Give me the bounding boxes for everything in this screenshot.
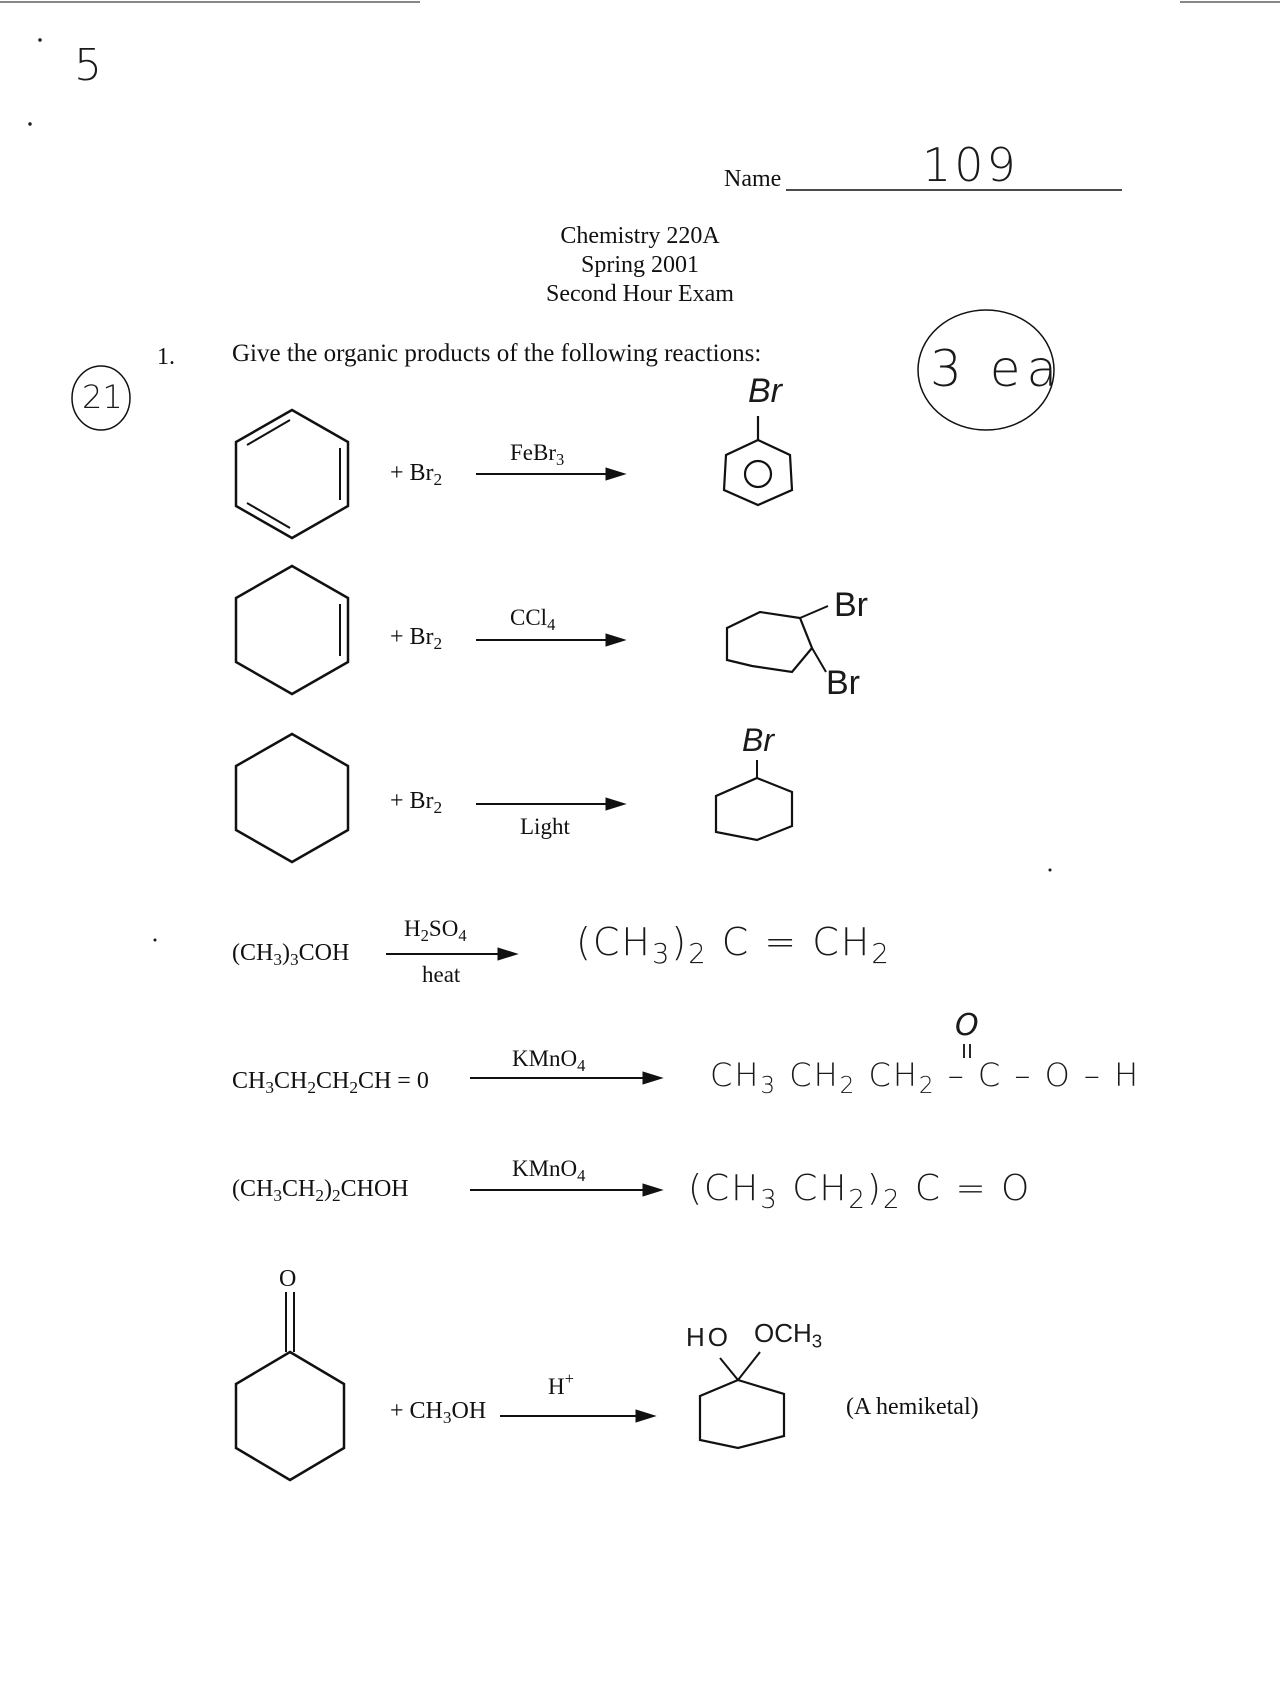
name-label: Name (724, 166, 782, 192)
condition-heat: heat (422, 962, 461, 987)
score-21: 21 (82, 378, 123, 416)
bromobenzene-product (724, 416, 792, 505)
exam-title-block (440, 222, 840, 309)
reaction-arrow-1 (476, 468, 625, 480)
product-4-isobutene: $(CH_3)_2$ $C = CH_2$ (576, 920, 891, 971)
condition-h2so4: $H_2SO_4$ (404, 916, 467, 945)
product-2-br-top: Br (834, 586, 868, 624)
product-7-ho: HO (686, 1322, 731, 1352)
cyclohexane-reactant (236, 734, 348, 862)
reaction-arrow-5 (470, 1072, 662, 1084)
scan-speck (1049, 869, 1051, 871)
product-5-butanoic-acid: $CH_3$ $CH_2$ $CH_2$ – C – O – H (710, 1056, 1141, 1099)
condition-kmno4-2: KMnO$_4$ (512, 1156, 586, 1185)
scan-speck (29, 123, 31, 125)
reagent-br2-2: + $Br_2$ (390, 624, 443, 654)
reactant-3-pentanol: $(CH_3CH_2)_2CHOH$ (232, 1176, 409, 1206)
reaction-arrow-4 (386, 948, 517, 960)
condition-febr3: FeBr$_3$ (510, 440, 565, 469)
product-7-och3: $OCH_3$ (754, 1318, 823, 1352)
benzene-reactant (236, 410, 348, 538)
condition-acid: H+ (548, 1369, 574, 1399)
term-title: Spring 2001 (580, 252, 699, 278)
hemiketal-note: (A hemiketal) (846, 1394, 979, 1420)
question-prompt: Give the organic products of the following reactions: (232, 340, 762, 367)
reagent-methanol: + $CH_3OH$ (390, 1398, 487, 1428)
product-2-br-bottom: Br (826, 664, 860, 702)
reagent-br2-3: + $Br_2$ (390, 788, 443, 818)
course-title: Chemistry 220A (560, 223, 720, 249)
reactant-tbutanol: $(CH_3)_3COH$ (232, 940, 350, 970)
question-number: 1. (157, 344, 175, 370)
reagent-br2-1: + $Br_2$ (390, 460, 443, 490)
exam-title: Second Hour Exam (546, 281, 734, 307)
reaction-arrow-2 (476, 634, 625, 646)
dibromocyclohexane-product (727, 606, 828, 672)
product-3-br: Br (742, 722, 774, 758)
points-each-mark: 3 ea (930, 340, 1064, 398)
name-value: 109 (922, 138, 1019, 192)
reaction-arrow-7 (500, 1410, 655, 1422)
reactant-carbonyl-o: O (279, 1266, 297, 1292)
cyclohexene-reactant (236, 566, 348, 694)
condition-ccl4: CCl$_4$ (510, 605, 556, 634)
condition-light: Light (520, 814, 570, 839)
bromocyclohexane-product (716, 760, 792, 840)
product-5-carbonyl-o: O (955, 1008, 979, 1043)
cyclohexanone-reactant (236, 1292, 344, 1480)
scan-speck (154, 939, 156, 941)
reaction-arrow-6 (470, 1184, 662, 1196)
hemiketal-product (700, 1352, 784, 1448)
corner-page-number: 5 (74, 40, 102, 91)
product-6-pentanone: ($CH_3$ $CH_2)_2$ C = O (688, 1168, 1032, 1215)
product-1-br: Br (748, 372, 782, 410)
scan-speck (39, 39, 41, 41)
reactant-butanal: $CH_3CH_2CH_2CH = 0$ (232, 1068, 429, 1098)
reaction-arrow-3 (476, 798, 625, 810)
condition-kmno4-1: KMnO$_4$ (512, 1046, 586, 1075)
